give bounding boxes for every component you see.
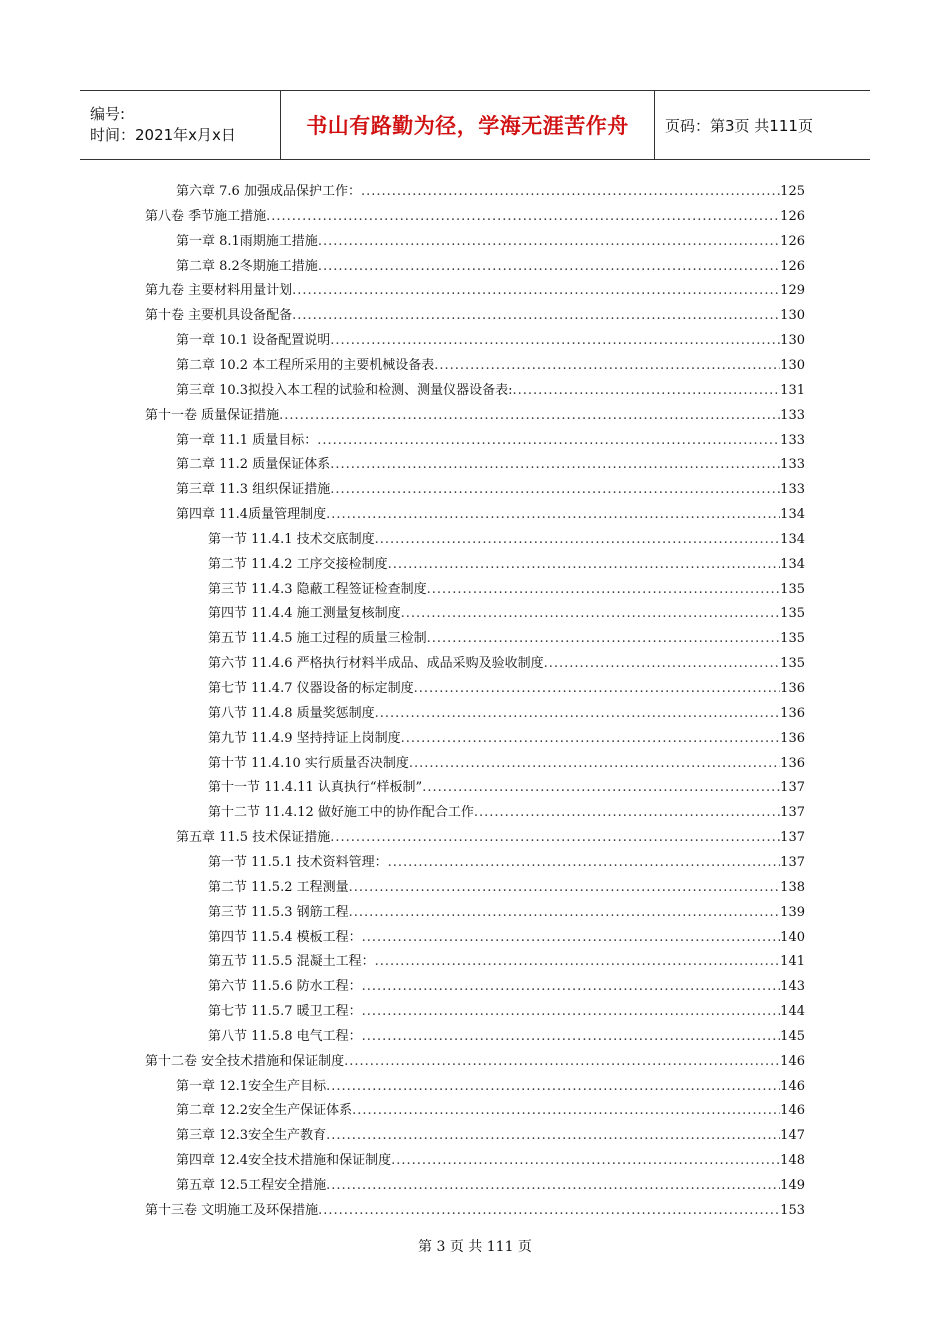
toc-entry-page: 130 [780, 357, 805, 373]
toc-entry-page: 130 [780, 333, 805, 349]
page-header [80, 90, 870, 160]
toc-entry-page: 137 [780, 854, 805, 870]
toc-entry-title: 第九卷 主要材料用量计划 [145, 283, 293, 299]
header-page-info-cell [655, 91, 870, 159]
toc-leader-dots [362, 1027, 781, 1047]
toc-entry-title: 第五章 12.5工程安全措施 [176, 1178, 327, 1193]
toc-entry-title: 第二章 8.2冬期施工措施 [176, 258, 318, 274]
toc-entry[interactable] [145, 207, 805, 227]
toc-leader-dots [266, 207, 780, 227]
toc-leader-dots [362, 1002, 781, 1022]
toc-entry-page: 133 [780, 482, 805, 498]
toc-entry[interactable] [208, 530, 805, 550]
toc-entry-title: 第十一节 11.4.11 认真执行“样板制” [208, 780, 423, 796]
toc-entry-page: 135 [780, 606, 805, 622]
toc-entry[interactable] [208, 654, 805, 674]
toc-entry-page: 136 [780, 730, 805, 746]
toc-entry-page: 143 [780, 979, 805, 995]
toc-entry-title: 第六节 11.5.6 防水工程： [208, 979, 362, 995]
toc-entry[interactable] [208, 903, 805, 923]
toc-entry[interactable] [176, 381, 805, 401]
toc-entry-title: 第一节 11.5.1 技术资料管理： [208, 854, 388, 870]
toc-entry-title: 第一节 11.4.1 技术交底制度 [208, 531, 375, 547]
toc-leader-dots [414, 679, 781, 699]
toc-leader-dots [318, 1201, 780, 1221]
toc-entry-title: 第四节 11.5.4 模板工程： [208, 929, 362, 945]
toc-entry[interactable] [145, 306, 805, 326]
toc-entry-page: 135 [780, 656, 805, 672]
toc-entry[interactable] [176, 232, 805, 252]
toc-leader-dots [292, 306, 780, 326]
toc-entry[interactable] [208, 778, 805, 798]
toc-entry[interactable] [208, 878, 805, 898]
toc-entry-title: 第七节 11.5.7 暖卫工程： [208, 1004, 362, 1020]
toc-entry-page: 135 [780, 581, 805, 597]
toc-entry-title: 第四章 11.4质量管理制度 [176, 507, 327, 523]
toc-entry-title: 第二章 12.2安全生产保证体系 [176, 1103, 353, 1119]
toc-entry[interactable] [145, 1052, 805, 1072]
document-date: 时间：2021年x月x日 [90, 126, 236, 144]
toc-entry-page: 134 [780, 556, 805, 572]
toc-leader-dots [409, 754, 780, 774]
toc-entry-title: 第十二卷 安全技术措施和保证制度 [145, 1053, 345, 1069]
toc-leader-dots [344, 1052, 780, 1072]
toc-entry[interactable] [176, 331, 805, 351]
toc-leader-dots [318, 232, 780, 252]
toc-leader-dots [544, 654, 781, 674]
toc-entry[interactable] [176, 828, 805, 848]
toc-leader-dots [330, 331, 780, 351]
toc-entry-page: 138 [780, 879, 805, 895]
toc-entry-page: 153 [780, 1202, 805, 1218]
toc-entry-title: 第四节 11.4.4 施工测量复核制度 [208, 606, 401, 622]
header-meta [80, 91, 281, 159]
toc-entry-page: 137 [780, 780, 805, 796]
document-number-label: 编号: [90, 105, 126, 123]
toc-entry-page: 126 [780, 233, 805, 249]
toc-leader-dots [292, 281, 780, 301]
toc-leader-dots [422, 778, 780, 798]
toc-entry-title: 第三章 10.3拟投入本工程的试验和检测、测量仪器设备表: [176, 382, 513, 398]
toc-leader-dots [279, 406, 780, 426]
toc-entry-title: 第十卷 主要机具设备配备 [145, 308, 293, 324]
toc-entry-title: 第八节 11.4.8 质量奖惩制度 [208, 705, 375, 721]
toc-entry[interactable] [208, 729, 805, 749]
toc-entry-page: 137 [780, 805, 805, 821]
toc-entry[interactable] [208, 803, 805, 823]
toc-entry[interactable] [176, 1126, 805, 1146]
toc-entry-page: 135 [780, 631, 805, 647]
toc-entry-page: 139 [780, 904, 805, 920]
toc-entry-page: 126 [780, 208, 805, 224]
toc-entry[interactable] [176, 1176, 805, 1196]
toc-entry-title: 第三章 12.3安全生产教育 [176, 1128, 327, 1144]
toc-leader-dots [362, 928, 781, 948]
toc-entry[interactable] [208, 853, 805, 873]
toc-leader-dots [388, 555, 781, 575]
toc-entry-page: 131 [780, 382, 805, 398]
toc-entry-title: 第二节 11.5.2 工程测量 [208, 879, 349, 895]
toc-entry-title: 第五节 11.4.5 施工过程的质量三检制 [208, 631, 427, 647]
toc-entry[interactable] [145, 281, 805, 301]
toc-entry-title: 第十三卷 文明施工及环保措施 [145, 1202, 319, 1218]
toc-entry[interactable] [176, 455, 805, 475]
toc-leader-dots [427, 580, 781, 600]
toc-leader-dots [401, 604, 781, 624]
toc-entry-title: 第十一卷 质量保证措施 [145, 407, 280, 423]
toc-leader-dots [474, 803, 780, 823]
toc-entry-page: 129 [780, 283, 805, 299]
toc-leader-dots [330, 455, 780, 475]
toc-entry-page: 130 [780, 308, 805, 324]
toc-entry-title: 第八节 11.5.8 电气工程： [208, 1028, 362, 1044]
toc-leader-dots [362, 977, 781, 997]
toc-entry-page: 148 [780, 1153, 805, 1169]
toc-entry-title: 第八卷 季节施工措施 [145, 208, 267, 224]
toc-leader-dots [375, 530, 781, 550]
toc-entry[interactable] [176, 257, 805, 277]
toc-entry-page: 134 [780, 531, 805, 547]
toc-leader-dots [391, 1151, 780, 1171]
toc-entry-title: 第十二节 11.4.12 做好施工中的协作配合工作 [208, 805, 474, 821]
toc-leader-dots [427, 629, 781, 649]
header-motto-cell [281, 91, 655, 159]
toc-leader-dots [349, 878, 781, 898]
toc-entry[interactable] [176, 431, 805, 451]
toc-entry-title: 第二章 11.2 质量保证体系 [176, 457, 331, 473]
toc-entry-page: 136 [780, 705, 805, 721]
toc-leader-dots [326, 1176, 780, 1196]
toc-entry[interactable] [208, 555, 805, 575]
toc-leader-dots [361, 182, 780, 202]
toc-leader-dots [352, 1101, 780, 1121]
toc-entry[interactable] [208, 977, 805, 997]
toc-entry-title: 第一章 8.1雨期施工措施 [176, 233, 318, 249]
toc-entry-page: 141 [780, 954, 805, 970]
toc-entry-page: 137 [780, 830, 805, 846]
toc-entry-title: 第三章 11.3 组织保证措施 [176, 482, 331, 498]
toc-entry-title: 第七节 11.4.7 仪器设备的标定制度 [208, 681, 414, 696]
toc-entry-page: 140 [780, 929, 805, 945]
toc-entry[interactable] [176, 1151, 805, 1171]
toc-entry[interactable] [176, 1101, 805, 1121]
toc-leader-dots [434, 356, 780, 376]
toc-entry-title: 第六节 11.4.6 严格执行材料半成品、成品采购及验收制度 [208, 656, 544, 672]
toc-entry-page: 136 [780, 755, 805, 771]
page-footer: 第 3 页 共 111 页 [418, 1239, 532, 1255]
toc-entry-page: 133 [780, 432, 805, 448]
toc-leader-dots [375, 704, 781, 724]
toc-entry-page: 125 [780, 184, 805, 199]
toc-entry[interactable] [208, 629, 805, 649]
toc-leader-dots [388, 853, 781, 873]
toc-entry-title: 第一章 11.1 质量目标： [176, 432, 318, 448]
toc-entry-page: 136 [780, 681, 805, 696]
toc-entry-title: 第二章 10.2 本工程所采用的主要机械设备表 [176, 357, 435, 373]
toc-entry[interactable] [208, 604, 805, 624]
toc-entry[interactable] [176, 505, 805, 525]
toc-entry-title: 第九节 11.4.9 坚持持证上岗制度 [208, 730, 401, 746]
toc-leader-dots [326, 1077, 780, 1097]
toc-entry-title: 第一章 10.1 设备配置说明 [176, 333, 331, 349]
toc-entry[interactable] [208, 580, 805, 600]
toc-entry[interactable] [145, 1201, 805, 1221]
toc-leader-dots [512, 381, 780, 401]
toc-entry-page: 133 [780, 407, 805, 423]
toc-entry[interactable] [208, 679, 805, 699]
toc-leader-dots [326, 1126, 780, 1146]
toc-entry[interactable] [208, 928, 805, 948]
toc-entry[interactable] [208, 704, 805, 724]
toc-entry-title: 第十节 11.4.10 实行质量否决制度 [208, 755, 409, 771]
toc-entry[interactable] [208, 1002, 805, 1022]
toc-leader-dots [349, 903, 781, 923]
header-page-info: 页码：第3页 共111页 [665, 116, 813, 135]
toc-entry-title: 第二节 11.4.2 工序交接检制度 [208, 556, 388, 572]
toc-entry-title: 第六章 7.6 加强成品保护工作： [176, 184, 361, 199]
toc-entry-title: 第一章 12.1安全生产目标 [176, 1078, 327, 1094]
toc-entry-page: 145 [780, 1028, 805, 1044]
toc-entry-page: 133 [780, 457, 805, 473]
toc-entry-page: 146 [780, 1078, 805, 1094]
toc-entry-page: 149 [780, 1178, 805, 1193]
toc-entry[interactable] [208, 952, 805, 972]
toc-leader-dots [375, 952, 781, 972]
toc-entry-page: 146 [780, 1103, 805, 1119]
toc-leader-dots [401, 729, 781, 749]
toc-entry-title: 第三节 11.5.3 钢筋工程 [208, 904, 349, 920]
toc-entry[interactable] [176, 480, 805, 500]
toc-leader-dots [330, 828, 780, 848]
header-motto: 书山有路勤为径，学海无涯苦作舟 [306, 114, 629, 138]
toc-leader-dots [326, 505, 780, 525]
toc-entry[interactable] [176, 1077, 805, 1097]
toc-entry-page: 144 [780, 1004, 805, 1020]
toc-entry-page: 147 [780, 1128, 805, 1144]
toc-entry-page: 126 [780, 258, 805, 274]
toc-entry-title: 第五节 11.5.5 混凝土工程： [208, 954, 375, 970]
toc-entry-page: 146 [780, 1053, 805, 1069]
toc-entry-title: 第五章 11.5 技术保证措施 [176, 830, 331, 846]
toc-entry[interactable] [176, 356, 805, 376]
toc-entry[interactable] [145, 406, 805, 426]
toc-entry-title: 第三节 11.4.3 隐蔽工程签证检查制度 [208, 581, 427, 597]
toc-entry-page: 134 [780, 507, 805, 523]
toc-leader-dots [318, 257, 780, 277]
toc-entry[interactable] [176, 182, 805, 202]
toc-entry[interactable] [208, 754, 805, 774]
toc-leader-dots [330, 480, 780, 500]
toc-entry-title: 第四章 12.4安全技术措施和保证制度 [176, 1153, 392, 1169]
toc-entry[interactable] [208, 1027, 805, 1047]
toc-leader-dots [317, 431, 780, 451]
